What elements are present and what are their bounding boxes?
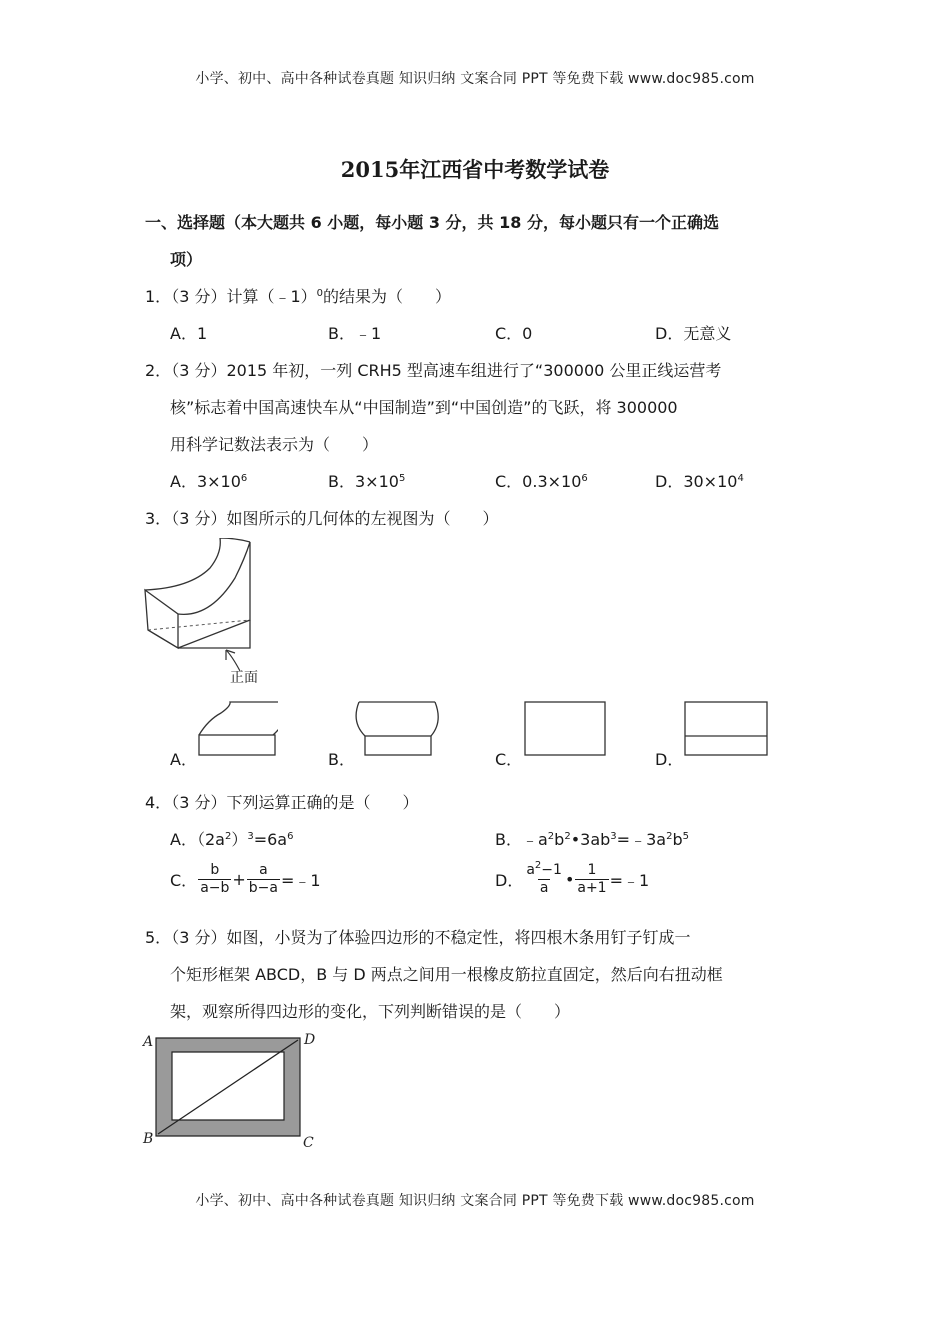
question-number: 5．: [145, 928, 172, 947]
q5-rectangle-frame-figure: [140, 1030, 320, 1152]
q3-option-a: A．: [170, 750, 197, 769]
q2-option-d: D．$30\times 10^4$: [655, 472, 744, 491]
front-view-label: 正面: [230, 670, 258, 686]
question-text: 的结果为（ ）: [323, 287, 452, 306]
question-text: （3 分）如图所示的几何体的左视图为（ ）: [171, 509, 499, 528]
q3-option-b: B．: [328, 750, 355, 769]
fraction: $\frac{1}{a+1}$: [577, 862, 607, 896]
question-text: （3 分）下列运算正确的是（ ）: [171, 793, 419, 812]
question-number: 2．: [145, 361, 172, 380]
question-3: [145, 506, 498, 529]
question-text: （3 分）2015 年初，一列 CRH5 型高速车组进行了“300000 公里正线运营考: [171, 361, 722, 380]
question-2-line-2: 核”标志着中国高速快车从“中国制造”到“中国创造”的飞跃，将 300000: [170, 398, 678, 417]
q3-solid-figure: [140, 538, 280, 688]
question-5: [145, 925, 690, 948]
q4-option-c: C． $\frac{b}{a-b}$ + $\frac{a}{b-a}$ =﹣1: [170, 862, 321, 896]
exponent: 0: [316, 288, 324, 299]
q1-option-c: C．0: [495, 324, 533, 343]
vertex-label-a: A: [143, 1034, 154, 1050]
fraction: $\frac{b}{a-b}$: [200, 862, 230, 896]
fraction: $\frac{a^2-1}{a}$: [526, 860, 562, 896]
page-title: 2015年江西省中考数学试卷: [340, 157, 610, 182]
fraction: $\frac{a}{b-a}$: [248, 862, 278, 896]
question-2-line-3: 用科学记数法表示为（ ）: [170, 435, 379, 454]
question-5-line-3: 架，观察所得四边形的变化，下列判断错误的是（ ）: [170, 1002, 571, 1021]
question-1: [145, 284, 451, 307]
q2-option-a: A．$3\times 10^6$: [170, 472, 248, 491]
vertex-label-c: C: [303, 1135, 314, 1151]
q2-option-b: B．$3\times 10^5$: [328, 472, 406, 491]
q1-option-b: B．﹣1: [328, 324, 382, 343]
q4-option-a: A．$(2a^2)^3=6a^6$: [170, 830, 294, 849]
page-footer: 小学、初中、高中各种试卷真题 知识归纳 文案合同 PPT 等免费下载 www.doc985.com: [195, 1193, 755, 1209]
section-heading-cont: 项）: [170, 250, 203, 269]
q1-option-a: A．1: [170, 324, 208, 343]
question-number: 1．: [145, 287, 172, 306]
vertex-label-b: B: [143, 1131, 154, 1147]
q3-option-c: C．: [495, 750, 523, 769]
question-number: 3．: [145, 509, 172, 528]
page-header: 小学、初中、高中各种试卷真题 知识归纳 文案合同 PPT 等免费下载 www.doc985.com: [195, 71, 755, 87]
vertex-label-d: D: [304, 1032, 316, 1048]
question-2: [145, 358, 721, 381]
question-4: [145, 790, 418, 813]
question-number: 4．: [145, 793, 172, 812]
question-5-line-2: 个矩形框架 ABCD，B 与 D 两点之间用一根橡皮筋拉直固定，然后向右扭动框: [170, 965, 723, 984]
section-heading: 一、选择题（本大题共 6 小题，每小题 3 分，共 18 分，每小题只有一个正确选: [145, 213, 719, 232]
q3-option-a-figure: [196, 698, 278, 758]
q3-option-c-figure: [523, 700, 607, 758]
q2-option-c: C．$0.3\times 10^6$: [495, 472, 588, 491]
q4-option-b: B．$﹣a^2b^2•3ab^3=﹣3a^2b^5$: [495, 830, 689, 849]
q1-option-d: D．无意义: [655, 324, 732, 343]
q3-option-b-figure: [355, 698, 441, 758]
question-text: （3 分）如图，小贤为了体验四边形的不稳定性，将四根木条用钉子钉成一: [171, 928, 691, 947]
q4-option-d: D． $\frac{a^2-1}{a}$ • $\frac{1}{a+1}$ =﹣1: [495, 860, 650, 896]
question-text: （3 分）计算（﹣1）: [171, 287, 317, 306]
q3-option-d-figure: [683, 700, 769, 758]
q3-option-d: D．: [655, 750, 684, 769]
